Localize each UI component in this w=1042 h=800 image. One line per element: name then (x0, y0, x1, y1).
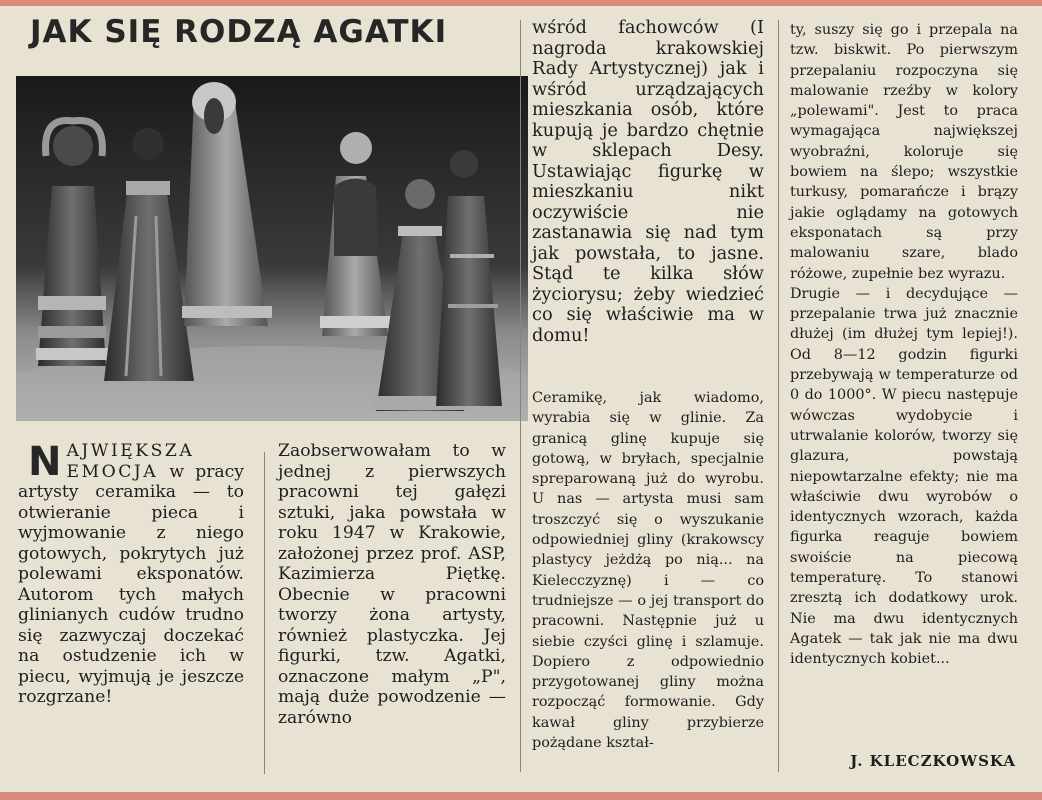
article-column-3 (532, 18, 764, 346)
article-column-3-bottom (532, 388, 764, 753)
column-4-text-1: ty, suszy się go i przepala na tzw. biskwit. Po pierwszym przepalaniu rozpoczyna się malowanie rzeźby w kolory „polewami". Jest to praca wymagająca największej wyobraźni, koloruje się bowiem na ślepo; wszystkie turkusy, pomarańcze i brązy jakie oglądamy na gotowych eksponatach są przy malowaniu szare, blado różowe, zupełnie bez wyrazu. (790, 22, 1018, 282)
column-rule-1 (264, 452, 265, 774)
drop-cap: N (28, 439, 62, 485)
bottom-color-strip (0, 792, 1042, 800)
lead-caps: AJWIĘKSZA EMOCJA (66, 441, 195, 482)
column-1-text: w pracy artysty ceramika — to otwieranie pieca i wyjmowanie z niego gotowych, pokrytych już polewami eksponatów. Autorom tych małych glinianych cudów trudno się zazwyczaj doczekać na ostudzenie ich w piecu, wyjmują je jeszcze rozgrzane! (18, 461, 245, 707)
article-column-1 (18, 441, 244, 708)
column-4-text-2: Drugie — i decydujące — przepalanie trwa już znacznie dłużej (im dłużej tym lepiej!). Od 8—12 godzin figurki przebywają w temperaturze od 0 do 1000°. W piecu następuje wówczas wydobycie i utrwalanie kolorów, tworzy się glazura, powstają niepowtarzalne efekty; nie ma właściwie dwu wyrobów o identycznych wzorach, każda figurka reaguje bowiem swoiście na piecową temperaturę. To stanowi zresztą ich dodatkowy urok. Nie ma dwu identycznych Agatek — tak jak nie ma dwu identycznych kobiet... (790, 285, 1018, 668)
column-3-top-text: wśród fachowców (I nagroda krakowskiej Rady Artystycznej) jak i wśród urządzających mieszkania osób, które kupują je bardzo chętnie w sklepach Desy. Ustawiając figurkę w mieszkaniu nikt oczywiście nie zastanawia się nad tym jak powstała, to jasne. Stąd te kilka słów życiorysu; żeby wiedzieć co się właściwie ma w domu! (532, 17, 764, 346)
figurines-photo (16, 76, 528, 421)
top-color-strip (0, 0, 1042, 6)
column-3-bottom-text: Ceramikę, jak wiadomo, wyrabia się w glinie. Za granicą glinę kupuje się gotową, w bryłach, specjalnie spreparowaną już do wyrobu. U nas — artysta musi sam troszczyć się o wyszukanie odpowiedniej gliny (krakowscy plastycy jeżdżą po nią... na Kielecczyznę) i — co trudniejsze — o jej transport do pracowni. Następnie już u siebie czyści glinę i szlamuje. Dopiero z odpowiednio przygotowanej gliny można rozpocząć formowanie. Gdy kawał gliny przybierze pożądane kształ- (532, 390, 764, 752)
column-2-text: Zaobserwowałam to w jednej z pierwszych pracowni tej gałęzi sztuki, jaka powstała w roku 1947 w Krakowie, założonej przez prof. ASP, Kazimierza Piętkę. Obecnie w pracowni tworzy żona artysty, również plastyczka. Jej figurki, tzw. Agatki, oznaczone małym „P", mają duże powodzenie — zarówno (278, 441, 506, 728)
article-column-2 (278, 441, 506, 728)
author-byline: J. KLECZKOWSKA (850, 752, 1016, 770)
column-rule-3 (778, 20, 779, 772)
article-column-4 (790, 20, 1018, 670)
column-rule-2 (520, 20, 521, 772)
article-headline: JAK SIĘ RODZĄ AGATKI (30, 14, 448, 50)
